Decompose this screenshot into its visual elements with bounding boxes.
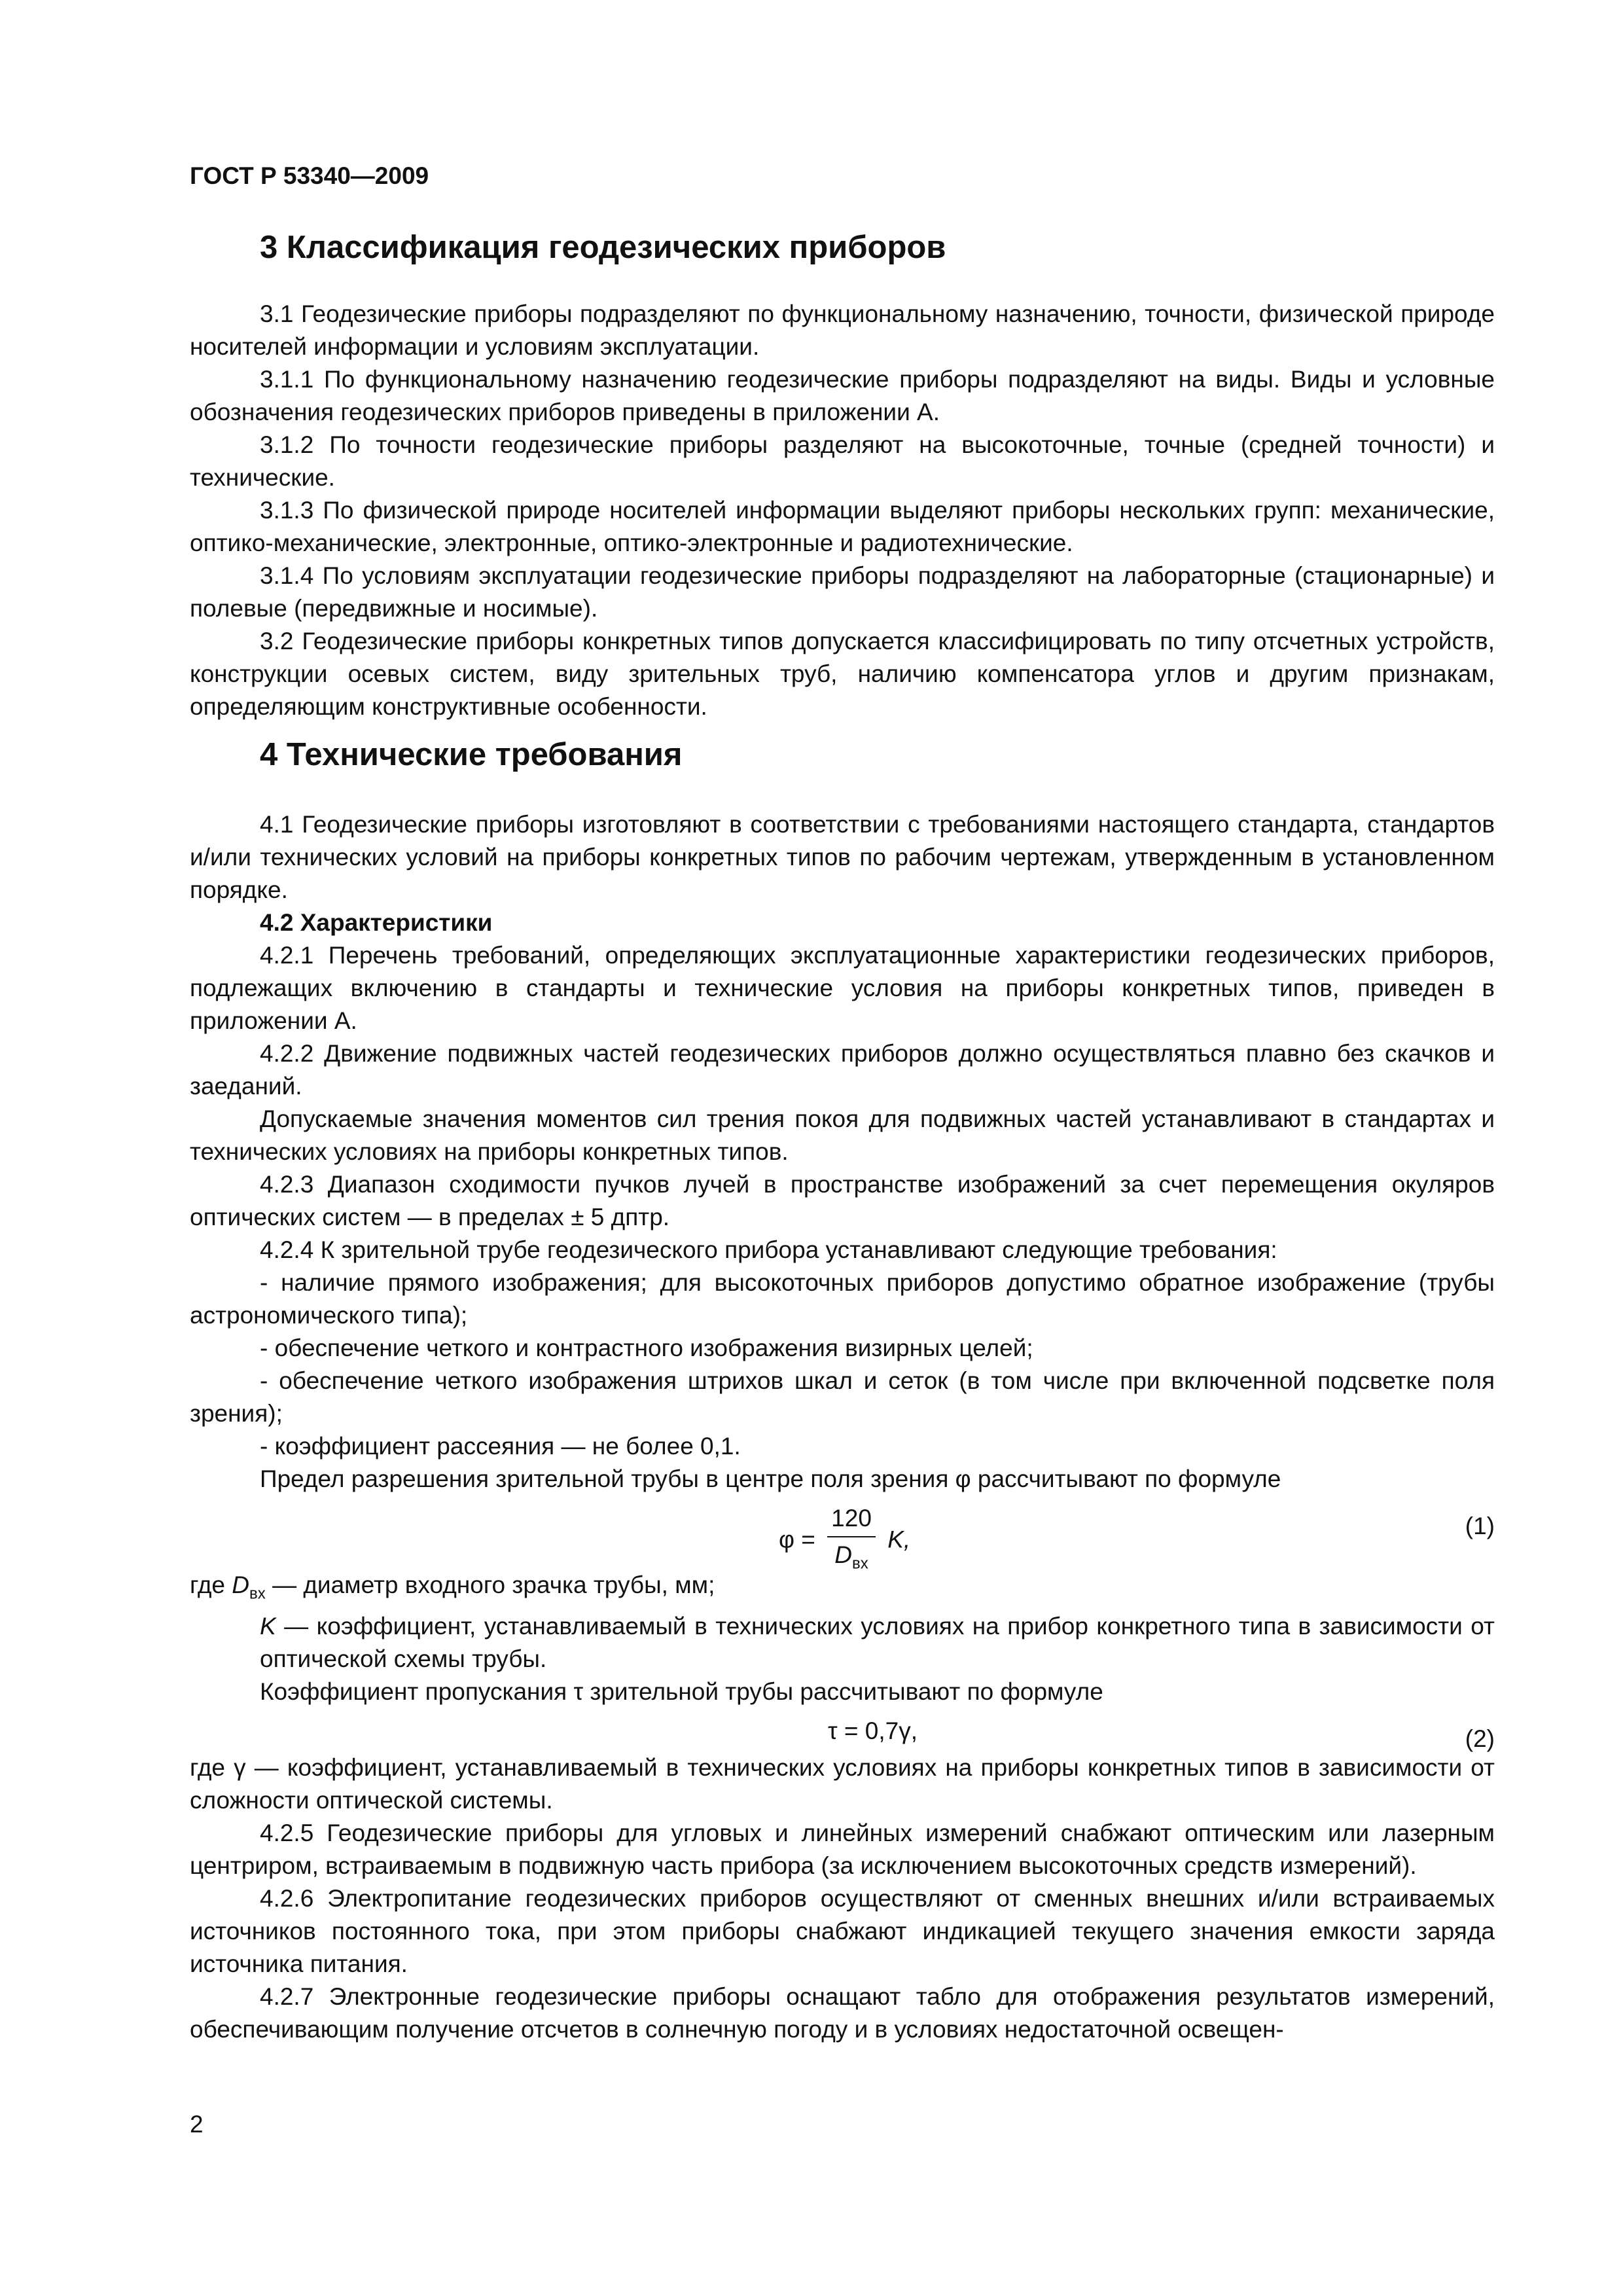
- section-3-body: [190, 298, 1495, 723]
- subheading-4-2: 4.2 Характеристики: [260, 909, 493, 936]
- list-item: - коэффициент рассеяния — не более 0,1.: [260, 1433, 741, 1460]
- paragraph-3-1-1: 3.1.1 По функциональному назначению геодезические приборы подразделяют на виды. Виды и условные обозначения геодезических приборов приведены в приложении А.: [190, 366, 1495, 425]
- paragraph-4-2-4: 4.2.4 К зрительной трубе геодезического прибора устанавливают следующие требования:: [260, 1236, 1277, 1263]
- list-item: - наличие прямого изображения; для высокоточных приборов допустимо обратное изображение (трубы астрономического типа);: [190, 1269, 1495, 1329]
- section-3-title: 3 Классификация геодезических приборов: [260, 230, 946, 265]
- paragraph-4-2-7: 4.2.7 Электронные геодезические приборы оснащают табло для отображения результатов измерений, обеспечивающим получение отсчетов в солнечную погоду и в условиях недостаточной освещен-: [190, 1983, 1495, 2043]
- paragraph-4-2-6: 4.2.6 Электропитание геодезических приборов осуществляют от сменных внешних и/или встраиваемых источников постоянного тока, при этом приборы снабжают индикацией текущего значения емкости заряда источника питания.: [190, 1885, 1495, 1978]
- paragraph-3-1-2: 3.1.2 По точности геодезические приборы разделяют на высокоточные, точные (средней точности) и технические.: [190, 431, 1495, 491]
- formula-1-fraction: [827, 1502, 876, 1580]
- formula-2: [190, 1708, 1495, 1751]
- paragraph-3-1-3: 3.1.3 По физической природе носителей информации выделяют приборы нескольких групп: механические, оптико-механические, электронные, оптико-электронные и радиотехнические.: [190, 497, 1495, 556]
- document-header: ГОСТ Р 53340—2009: [190, 162, 429, 189]
- formula-1-number: (1): [1465, 1513, 1495, 1539]
- list-item: - обеспечение четкого и контрастного изображения визирных целей;: [260, 1335, 1033, 1361]
- paragraph-4-2-5: 4.2.5 Геодезические приборы для угловых и линейных измерений снабжают оптическим или лазерным центриром, встраиваемым в подвижную часть прибора (за исключением высокоточных средств измерений).: [190, 1820, 1495, 1880]
- paragraph-4-1: 4.1 Геодезические приборы изготовляют в соответствии с требованиями настоящего стандарта, стандартов и/или технических условий на приборы конкретных типов по рабочим чертежам, утвержденным в установленном порядке.: [190, 811, 1495, 903]
- section-4-body: [190, 808, 1495, 2046]
- paragraph-4-2-1: 4.2.1 Перечень требований, определяющих эксплуатационные характеристики геодезических приборов, подлежащих включению в стандарты и технические условия на приборы конкретных типов, приведен в приложении А.: [190, 942, 1495, 1034]
- paragraph-4-2-2-friction: Допускаемые значения моментов сил трения покоя для подвижных частей устанавливают в стандартах и технических условиях на приборы конкретных типов.: [190, 1105, 1495, 1165]
- resolution-intro: Предел разрешения зрительной трубы в центре поля зрения φ рассчитывают по формуле: [260, 1465, 1281, 1492]
- formula-1-lhs: φ =: [779, 1526, 815, 1553]
- paragraph-3-1-4: 3.1.4 По условиям эксплуатации геодезические приборы подразделяют на лабораторные (стационарные) и полевые (передвижные и носимые).: [190, 562, 1495, 622]
- paragraph-4-2-2: 4.2.2 Движение подвижных частей геодезических приборов должно осуществляться плавно без скачков и заеданий.: [190, 1040, 1495, 1100]
- paragraph-3-2: 3.2 Геодезические приборы конкретных типов допускается классифицировать по типу отсчетных устройств, конструкции осевых систем, виду зрительных труб, наличию компенсатора углов и другим признакам, определяющим конструктивные особенности.: [190, 628, 1495, 720]
- transmission-intro: Коэффициент пропускания τ зрительной трубы рассчитывают по формуле: [260, 1678, 1103, 1706]
- section-4-title: 4 Технические требования: [260, 737, 683, 772]
- paragraph-4-2-3: 4.2.3 Диапазон сходимости пучков лучей в пространстве изображений за счет перемещения окуляров оптических систем — в пределах ± 5 дптр.: [190, 1171, 1495, 1230]
- formula-1: [190, 1496, 1495, 1573]
- formula-1-suffix: K,: [887, 1526, 911, 1553]
- list-item: - обеспечение четкого изображения штрихов шкал и сеток (в том числе при включенной подсветке поля зрения);: [190, 1367, 1495, 1427]
- formula-1-denominator: $D_{вх}$: [834, 1541, 868, 1573]
- formula-1-numerator: 120: [827, 1502, 876, 1537]
- formula-1-expression: [779, 1502, 910, 1580]
- formula-2-number: (2): [1465, 1725, 1495, 1753]
- where-d-line: где $D_{вх}$ — диаметр входного зрачка трубы, мм;: [190, 1571, 715, 1603]
- where-k-line: K — коэффициент, устанавливаемый в технических условиях на прибор конкретного типа в зависимости от оптической схемы трубы.: [260, 1613, 1495, 1673]
- formula-2-expression: τ = 0,7γ,: [828, 1717, 918, 1745]
- paragraph-3-1: 3.1 Геодезические приборы подразделяют по функциональному назначению, точности, физической природе носителей информации и условиям эксплуатации.: [190, 300, 1495, 360]
- page-number: 2: [190, 2111, 204, 2138]
- where-gamma-line: где γ — коэффициент, устанавливаемый в технических условиях на приборы конкретных типов в зависимости от сложности оптической системы.: [190, 1754, 1495, 1814]
